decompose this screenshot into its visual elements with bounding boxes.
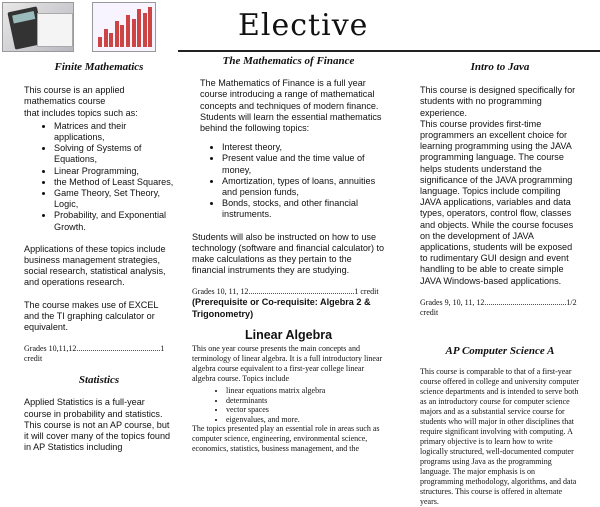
ap-cs-body: This course is comparable to that of a first-year course offered in college and university computer science departments and is intended to serve both as an introductory course for computer science majors and as a substantial service course for students who will major in other disciplines that require significant involving with computing. A primary objective is to learn how to write logically structured, well-documented computer programs using Java as the programming language. The major emphasis is on programming methodology, algorithms, and data structures. This course is offered in alternate years. [420,367,579,507]
java-intro: This course is designed specifically for students with no programming experience. [420,85,576,118]
page-title: Elective [238,8,369,43]
finite-credit: Grades 10,11,12..........................................1 credit [24,344,165,364]
thumbnail-bar [104,29,108,47]
list-item: • Linear Programming, [54,166,174,177]
java-heading: Intro to Java [470,61,530,73]
finance-credit: Grades 10, 11, 12.....................................................1 credit [192,287,379,297]
statistics-heading: Statistics [78,374,120,387]
java-body: This course provides first-time programmers an excellent choice for learning programming using the JAVA programming language. The course helps students understand the significance of the JAVA programming language. Topics include compiling JAVA applications, variables and data types, operators, control flow, classes and objects. While the course focuses on the development of JAVA applications, students will be exposed to rudimentary GUI design and event handling to be able to create simple JAVA Windows-based applications. [420,118,574,286]
finance-heading: The Mathematics of Finance [222,55,355,67]
finite-math-heading: Finite Mathematics [54,61,144,73]
page-header [0,0,600,58]
middle-column [192,56,385,454]
finite-intro-2: that includes topics such as: [24,107,138,118]
thumbnail-bar [120,25,124,47]
algebra-body: The topics presented play an essential role in areas such as computer science, engineering, environmental science, economics, statistics, business management, and the [192,424,380,454]
list-item: • determinants [226,396,385,406]
algebra-intro: This one year course presents the main concepts and terminology of linear algebra. It is a full introductory linear algebra course equivalent to a first-year college linear algebra course. Topics include [192,344,383,384]
list-item: • Game Theory, Set Theory, Logic, [54,188,174,210]
title-rule [178,50,600,52]
finance-technology: Students will also be instructed on how to use technology (software and financial calculator) to make calculations as they pertain to the financial instruments they are studying. [192,231,385,276]
java-credit: Grades 9, 10, 11, 12.........................................1/2 credit [420,297,577,317]
list-item: • Matrices and their applications, [54,121,174,143]
thumbnail-bar [132,19,136,47]
list-item: • eigenvalues, and more. [226,415,385,425]
finite-applications: Applications of these topics include business management strategies, social research, statistical analysis, and operations research. [24,243,166,288]
list-item: • Solving of Systems of Equations, [54,143,174,165]
linear-algebra-heading: Linear Algebra [244,327,333,342]
finance-intro: The Mathematics of Finance is a full year course introducing a range of mathematical concepts and techniques of modern finance. Students will learn the essential mathematics behind the following topics: [200,78,382,134]
thumbnail-bar [115,21,119,47]
bar-chart-photo [92,2,156,52]
calculator-photo [2,2,74,52]
thumbnail-bar [137,9,141,47]
finance-topics-list [222,142,385,220]
left-column [24,62,174,453]
list-item: • Interest theory, [222,142,385,153]
finite-intro-1: This course is an applied mathematics course [24,85,125,107]
list-item: • linear equations matrix algebra [226,386,385,396]
thumbnail-bar [143,13,147,47]
list-item: • vector spaces [226,405,385,415]
list-item: • Present value and the time value of money, [222,153,385,175]
finite-excel: The course makes use of EXCEL and the TI graphing calculator or equivalent. [24,299,159,333]
thumbnail-bar [109,33,113,47]
ap-cs-heading: AP Computer Science A [445,344,555,357]
list-item: • Probability, and Exponential Growth. [54,210,174,232]
algebra-topics-list [226,386,385,424]
list-item: • Amortization, types of loans, annuities and pension funds, [222,176,385,198]
thumbnail-bar [148,7,152,47]
thumbnail-bar [98,37,102,47]
finance-prerequisite: (Prerequisite or Co-requisite: Algebra 2 & Trigonometry) [192,297,371,319]
thumbnail-bar [126,15,130,47]
list-item: • Bonds, stocks, and other financial instruments. [222,198,385,220]
statistics-body: Applied Statistics is a full-year course in probability and statistics. This course is not an AP course, but it will cover many of the topics found in AP Statistics including [24,397,171,453]
right-column [420,62,580,507]
finite-topics-list [54,121,174,233]
list-item: • the Method of Least Squares, [54,177,174,188]
